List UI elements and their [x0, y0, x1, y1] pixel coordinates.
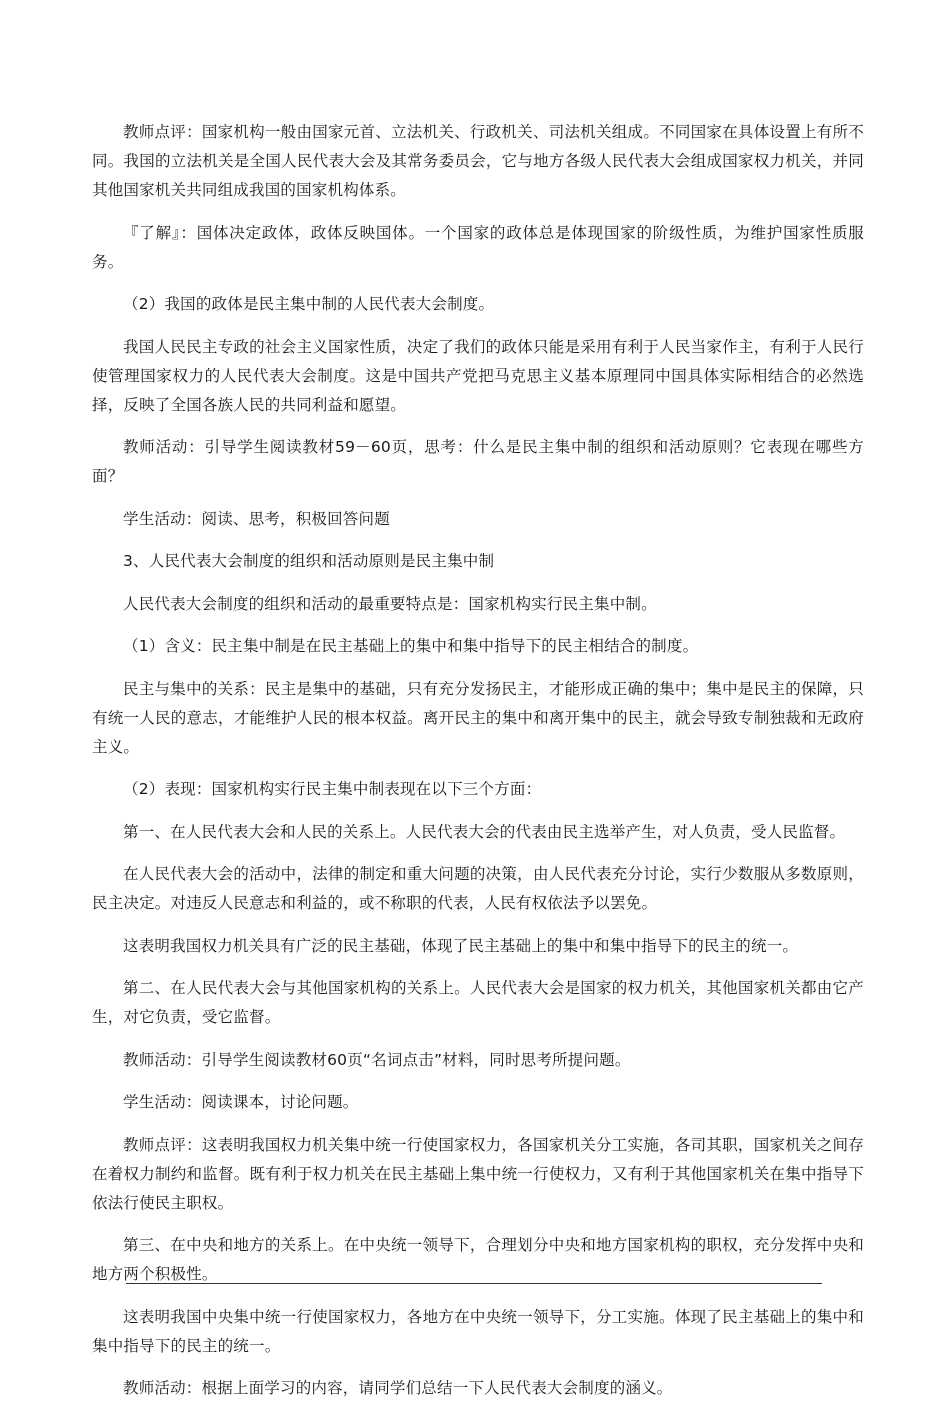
paragraph-manifestation-heading: （2）表现：国家机构实行民主集中制表现在以下三个方面：: [123, 780, 542, 798]
paragraph-first-aspect: 第一、在人民代表大会和人民的关系上。人民代表大会的代表由民主选举产生，对人负责，受人民监督。: [123, 822, 846, 841]
paragraph-student-activity-discuss: 学生活动：阅读课本，讨论问题。: [123, 1093, 359, 1111]
footer-divider: [126, 1283, 822, 1284]
paragraph-understand-state-system: 『了解』：国体决定政体，政体反映国体。一个国家的政体总是体现国家的阶级性质，为维护国家性质服务。: [92, 223, 864, 271]
paragraph-meaning: （1）含义：民主集中制是在民主基础上的集中和集中指导下的民主相结合的制度。: [123, 637, 699, 655]
paragraph-political-system-heading: （2）我国的政体是民主集中制的人民代表大会制度。: [123, 295, 495, 313]
paragraph-third-aspect: 第三、在中央和地方的关系上。在中央统一领导下，合理划分中央和地方国家机构的职权，充分发挥中央和地方两个积极性。: [92, 1236, 864, 1283]
paragraph-people-congress-choice: 我国人民民主专政的社会主义国家性质，决定了我们的政体只能是采用有利于人民当家作主，有利于人民行使管理国家权力的人民代表大会制度。这是中国共产党把马克思主义基本原理同中国具体实际相结合的必然选择，反映了全国各族人民的共同利益和愿望。: [92, 337, 864, 414]
paragraph-central-unified-power: 这表明我国中央集中统一行使国家权力，各地方在中央统一领导下，分工实施。体现了民主基础上的集中和集中指导下的民主的统一。: [92, 1307, 864, 1355]
paragraph-section-3-heading: 3、人民代表大会制度的组织和活动原则是民主集中制: [123, 552, 495, 570]
paragraph-student-activity-answer: 学生活动：阅读、思考，积极回答问题: [123, 509, 390, 528]
paragraph-teacher-activity-summary: 教师活动：根据上面学习的内容，请同学们总结一下人民代表大会制度的涵义。: [123, 1379, 673, 1397]
paragraph-congress-activities: 在人民代表大会的活动中，法律的制定和重大问题的决策，由人民代表充分讨论，实行少数服从多数原则，民主决定。对违反人民意志和利益的，或不称职的代表，人民有权依法予以罢免。: [92, 865, 864, 912]
paragraph-teacher-comment-power: 教师点评：这表明我国权力机关集中统一行使国家权力，各国家机关分工实施，各司其职，国家机关之间存在着权力制约和监督。既有利于权力机关在民主基础上集中统一行使权力，又有利于其他国家机关在集中指导下依法行使民主职权。: [92, 1135, 864, 1212]
document-body: [92, 118, 864, 1417]
paragraph-teacher-activity-glossary: 教师活动：引导学生阅读教材60页“名词点击”材料，同时思考所提问题。: [123, 1050, 631, 1069]
paragraph-key-feature: 人民代表大会制度的组织和活动的最重要特点是：国家机构实行民主集中制。: [123, 594, 657, 613]
paragraph-democracy-centralism-relation: 民主与集中的关系：民主是集中的基础，只有充分发扬民主，才能形成正确的集中；集中是民主的保障，只有统一人民的意志，才能维护人民的根本权益。离开民主的集中和离开集中的民主，就会导致专制独裁和无政府主义。: [92, 679, 864, 756]
paragraph-teacher-activity-reading: 教师活动：引导学生阅读教材59－60页，思考：什么是民主集中制的组织和活动原则？它表现在哪些方面？: [92, 438, 864, 485]
paragraph-democratic-basis: 这表明我国权力机关具有广泛的民主基础，体现了民主基础上的集中和集中指导下的民主的统一。: [123, 936, 799, 955]
paragraph-teacher-comment-state-organs: 教师点评：国家机构一般由国家元首、立法机关、行政机关、司法机关组成。不同国家在具体设置上有所不同。我国的立法机关是全国人民代表大会及其常务委员会，它与地方各级人民代表大会组成国家权力机关，并同其他国家机关共同组成我国的国家机构体系。: [92, 123, 864, 199]
paragraph-second-aspect: 第二、在人民代表大会与其他国家机构的关系上。人民代表大会是国家的权力机关，其他国家机关都由它产生，对它负责，受它监督。: [92, 979, 864, 1026]
